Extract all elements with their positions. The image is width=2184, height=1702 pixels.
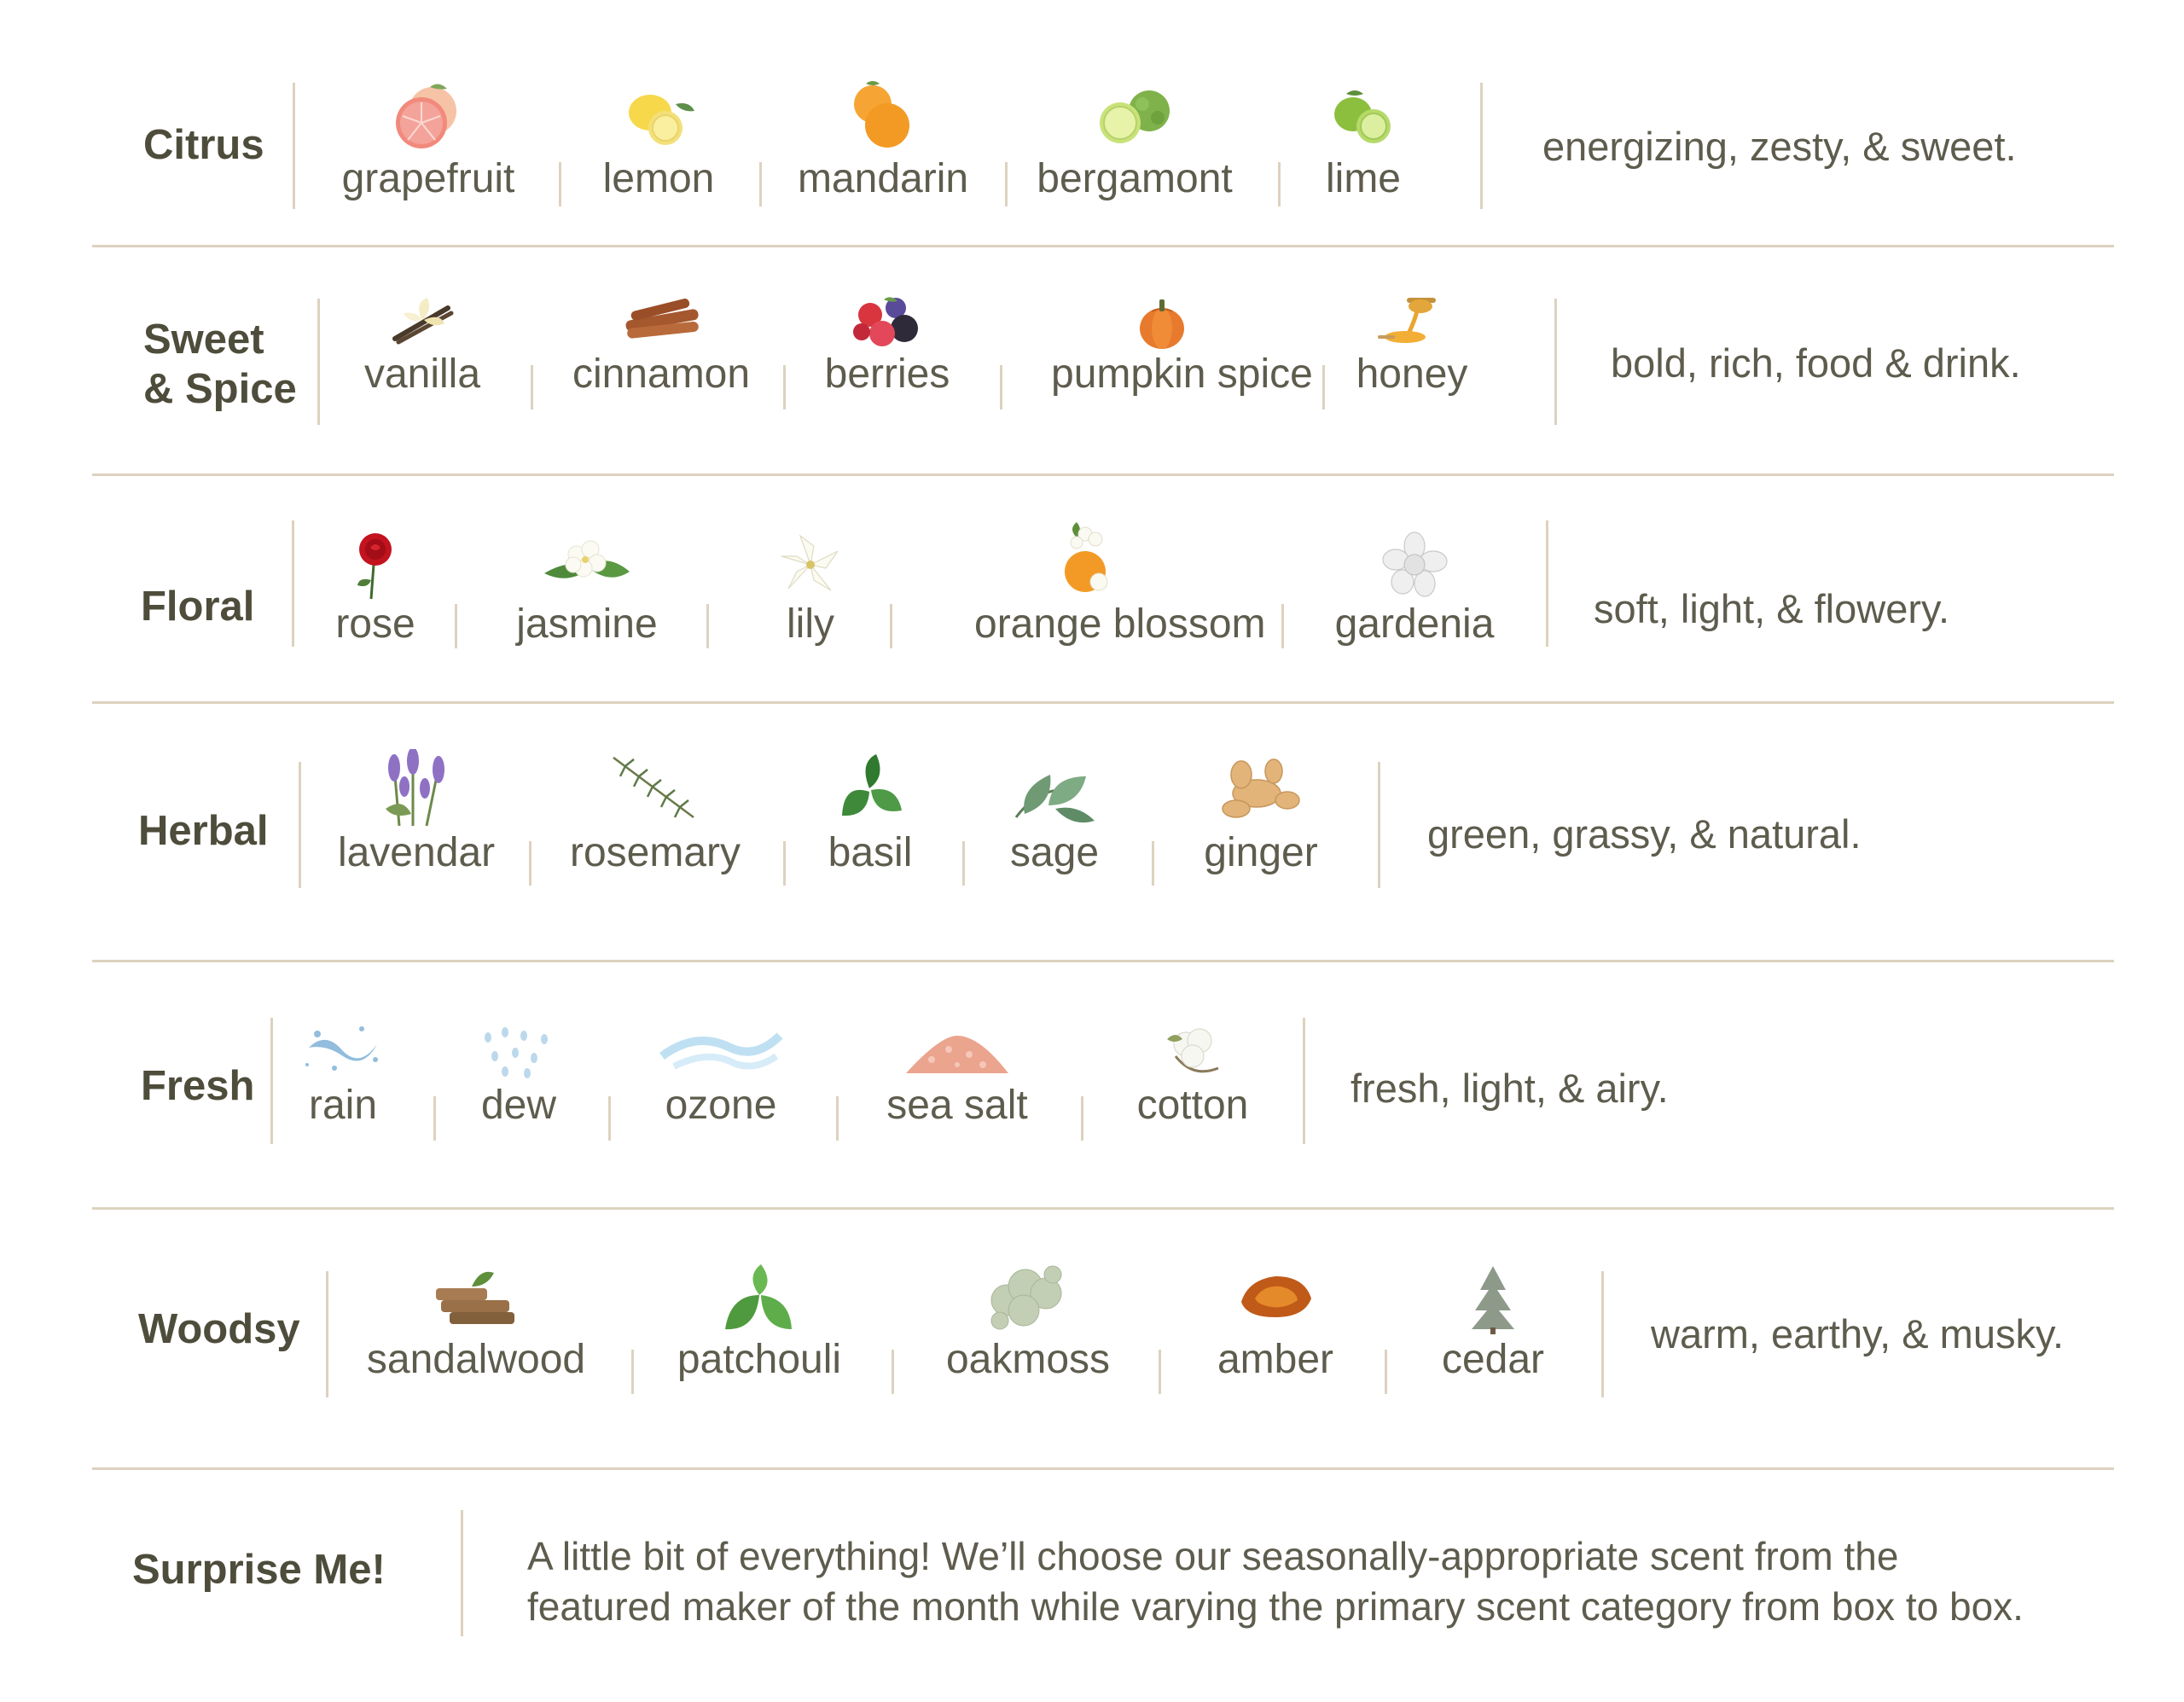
rosemary-icon — [608, 749, 702, 829]
separator — [892, 1350, 894, 1394]
jasmine-icon — [536, 531, 638, 601]
category-title-woodsy: Woodsy — [138, 1306, 300, 1352]
separator — [455, 604, 457, 648]
divider — [1480, 83, 1483, 209]
category-title-line: Sweet — [143, 317, 264, 363]
surprise-description-line: featured maker of the month while varying the primary scent category from box to box. — [527, 1584, 2024, 1629]
scent-item-berries — [776, 294, 998, 398]
scent-item-lavendar — [305, 749, 527, 876]
grapefruit-icon — [386, 78, 471, 155]
divider — [1554, 299, 1557, 425]
surprise-description-line: A little bit of everything! We’ll choose our seasonally-appropriate scent from the — [527, 1534, 1899, 1578]
category-description: green, grassy, & natural. — [1427, 811, 1862, 857]
pumpkin-icon — [1119, 294, 1205, 351]
scent-item-sea-salt — [846, 1022, 1068, 1129]
basil-icon — [832, 749, 909, 829]
scent-label: cotton — [1136, 1083, 1249, 1128]
scent-item-sage — [944, 749, 1165, 876]
scent-label: rose — [335, 601, 415, 647]
scent-item-amber — [1165, 1261, 1386, 1383]
category-title-fresh: Fresh — [141, 1063, 255, 1109]
scent-label: amber — [1217, 1337, 1334, 1382]
scent-item-bergamont — [1024, 78, 1246, 202]
cedar-icon — [1463, 1261, 1523, 1336]
separator — [836, 1096, 839, 1141]
category-description: energizing, zesty, & sweet. — [1542, 124, 2017, 169]
scent-label: patchouli — [677, 1337, 842, 1382]
scent-item-lily — [700, 531, 921, 648]
separator — [531, 365, 533, 410]
ozone-wave-icon — [657, 1022, 785, 1082]
scent-item-cotton — [1082, 1022, 1304, 1129]
dew-drops-icon — [476, 1022, 561, 1082]
scent-label: ozone — [665, 1083, 777, 1128]
scent-label: lily — [787, 601, 834, 647]
category-title-citrus: Citrus — [143, 122, 264, 168]
row-divider — [92, 960, 2114, 962]
category-title-surprise-me: Surprise Me! — [132, 1547, 386, 1593]
scent-label: mandarin — [797, 156, 969, 201]
bergamot-icon — [1088, 78, 1182, 155]
divider — [1546, 520, 1548, 647]
scent-label: rain — [308, 1083, 378, 1128]
patchouli-icon — [717, 1261, 802, 1336]
sage-icon — [1008, 749, 1101, 829]
lily-icon — [776, 531, 845, 601]
separator — [890, 604, 892, 648]
row-divider — [92, 245, 2114, 247]
scent-label: sage — [1009, 830, 1100, 875]
rain-splash-icon — [300, 1022, 386, 1082]
scent-label: basil — [828, 830, 913, 875]
scent-label: jasmine — [516, 601, 658, 647]
scent-label: oakmoss — [945, 1337, 1111, 1382]
category-title-herbal: Herbal — [138, 808, 269, 854]
scent-item-jasmine — [476, 531, 698, 648]
row-divider — [92, 473, 2114, 476]
scent-label: dew — [480, 1083, 557, 1128]
scent-label: lime — [1325, 156, 1401, 201]
category-description: bold, rich, food & drink. — [1611, 340, 2021, 386]
scent-item-cedar — [1382, 1261, 1604, 1383]
scent-item-grapefruit — [317, 78, 539, 202]
scent-item-rosemary — [544, 749, 766, 876]
scent-item-sandalwood — [365, 1261, 587, 1383]
ginger-icon — [1214, 749, 1308, 829]
category-description: soft, light, & flowery. — [1594, 586, 1950, 631]
mandarin-icon — [840, 78, 926, 155]
row-divider — [92, 1467, 2114, 1470]
oakmoss-icon — [981, 1261, 1075, 1336]
category-title-floral: Floral — [141, 584, 255, 630]
scent-item-honey — [1301, 294, 1523, 398]
scent-label: rosemary — [569, 830, 741, 875]
separator — [1159, 1350, 1161, 1394]
scent-label: cinnamon — [572, 351, 751, 397]
category-description: fresh, light, & airy. — [1350, 1066, 1669, 1111]
scent-item-dew — [408, 1022, 630, 1129]
orange-blossom-icon — [1051, 520, 1119, 601]
lime-icon — [1321, 78, 1406, 155]
cinnamon-icon — [619, 294, 704, 351]
divider — [1303, 1018, 1305, 1144]
separator — [1000, 365, 1002, 410]
scent-item-cinnamon — [550, 294, 772, 398]
scent-label: gardenia — [1334, 601, 1495, 647]
divider — [326, 1271, 328, 1397]
separator — [529, 841, 531, 886]
scent-label: honey — [1356, 351, 1468, 397]
scent-label: lemon — [602, 156, 715, 201]
scent-label: cedar — [1441, 1337, 1545, 1382]
lemon-icon — [616, 78, 701, 155]
honey-icon — [1369, 294, 1455, 351]
scent-label: sea salt — [886, 1083, 1028, 1128]
separator — [1281, 604, 1284, 648]
vanilla-icon — [380, 294, 465, 351]
divider — [1378, 762, 1380, 888]
scent-item-mandarin — [772, 78, 994, 202]
scent-label: pumpkin spice — [1051, 351, 1313, 397]
sea-salt-icon — [897, 1022, 1017, 1082]
scent-label: vanilla — [363, 351, 481, 397]
scent-item-orange-blossom — [974, 520, 1266, 648]
scent-item-patchouli — [648, 1261, 870, 1383]
scent-label: ginger — [1204, 830, 1318, 875]
divider — [1601, 1271, 1604, 1397]
berries-icon — [845, 294, 930, 351]
scent-item-rose — [264, 531, 486, 648]
separator — [1005, 162, 1008, 206]
separator — [759, 162, 762, 206]
divider — [299, 762, 301, 888]
scent-item-pumpkin-spice — [1051, 294, 1313, 398]
scent-label: sandalwood — [366, 1337, 586, 1382]
lavender-icon — [374, 749, 459, 829]
category-description: warm, earthy, & musky. — [1651, 1311, 2065, 1356]
scent-label: lavendar — [337, 830, 496, 875]
scent-item-vanilla — [311, 294, 533, 398]
scent-item-oakmoss — [917, 1261, 1139, 1383]
scent-label: bergamont — [1037, 156, 1233, 201]
sandalwood-icon — [429, 1261, 523, 1336]
scent-item-ginger — [1150, 749, 1372, 876]
row-divider — [92, 1207, 2114, 1210]
scent-item-lime — [1252, 78, 1474, 202]
scent-label: berries — [824, 351, 950, 397]
category-title-line: & Spice — [143, 365, 297, 412]
scent-label: orange blossom — [974, 601, 1266, 647]
scent-item-ozone — [610, 1022, 832, 1129]
scent-item-lemon — [548, 78, 770, 202]
surprise-description — [527, 1531, 2131, 1632]
gardenia-icon — [1380, 531, 1449, 601]
scent-item-gardenia — [1304, 531, 1525, 648]
amber-icon — [1233, 1261, 1318, 1336]
separator — [631, 1350, 634, 1394]
cotton-icon — [1150, 1022, 1235, 1082]
scent-label: grapefruit — [341, 156, 515, 201]
category-title-sweet-spice — [143, 316, 297, 415]
divider — [461, 1510, 463, 1636]
divider — [293, 83, 295, 209]
rose-icon — [346, 531, 405, 601]
row-divider — [92, 701, 2114, 704]
